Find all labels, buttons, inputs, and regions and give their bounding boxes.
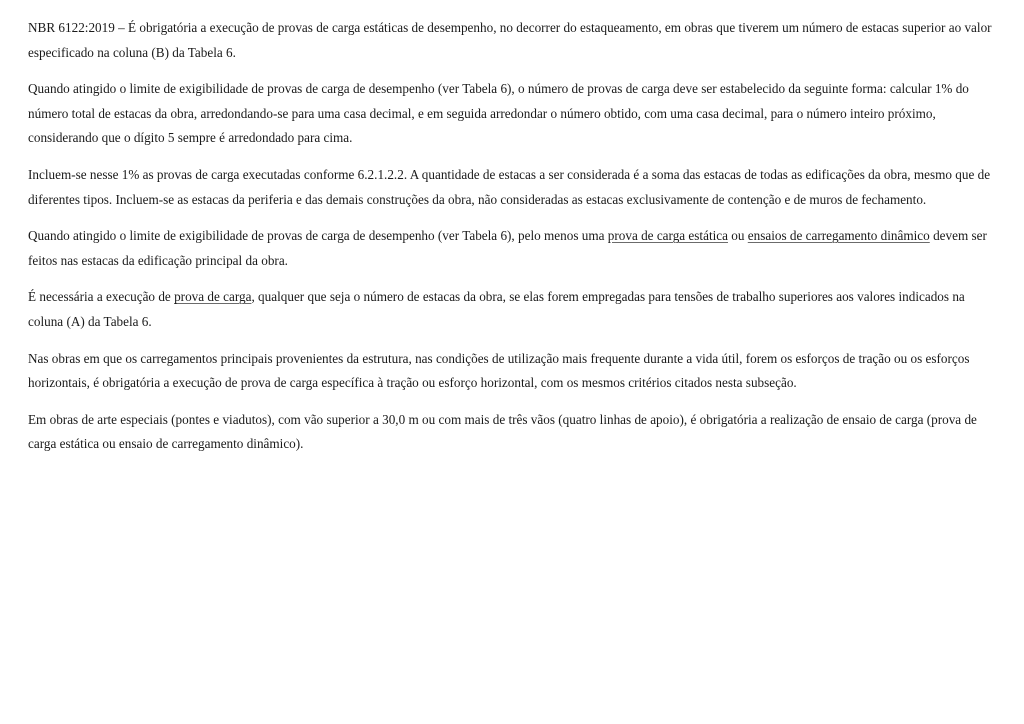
paragraph-text-segment: ou	[727, 228, 748, 244]
paragraph-text-segment: devem ser feitos nas estacas da edificação principal da obra.	[28, 228, 987, 268]
paragraph-calculation-rule: Quando atingido o limite de exigibilidade de provas de carga de desempenho (ver Tabela 6), o número de provas de carga deve ser estabelecido da seguinte forma: calcular 1% do número total de estacas da obra, arredondando-se para uma casa decimal, e em seguida arredondar o número obtido, com uma casa decimal, para o número inteiro próximo, considerando que o dígito 5 sempre é arredondado para cima.	[28, 81, 969, 146]
paragraph-required-load-test	[28, 285, 996, 334]
paragraph-text-segment: Quando atingido o limite de exigibilidade de provas de carga de desempenho (ver Tabela 6), pelo menos uma	[28, 228, 608, 244]
paragraph-text-segment: É necessária a execução de	[28, 289, 175, 305]
paragraph-main-building-tests	[28, 224, 996, 273]
link-static-load-test[interactable]: prova de carga estática	[607, 228, 728, 244]
paragraph-text-segment: , qualquer que seja o número de estacas da obra, se elas forem empregadas para tensões de trabalho superiores aos valores indicados na coluna (A) da Tabela 6.	[28, 289, 965, 329]
link-load-test[interactable]: prova de carga	[174, 289, 252, 305]
link-dynamic-load-tests[interactable]: ensaios de carregamento dinâmico	[747, 228, 930, 244]
paragraph-inclusions: Incluem-se nesse 1% as provas de carga executadas conforme 6.2.1.2.2. A quantidade de estacas a ser considerada é a soma das estacas de todas as edificações da obra, mesmo que de diferentes tipos. Incluem-se as estacas da periferia e das demais construções da obra, não consideradas as estacas exclusivamente de contenção e de muros de fechamento.	[28, 166, 991, 207]
paragraph-nbr-requirement: NBR 6122:2019 – É obrigatória a execução de provas de carga estáticas de desempenho, no decorrer do estaqueamento, em obras que tiverem um número de estacas superior ao valor especificado na coluna (B) da Tabela 6.	[28, 20, 992, 60]
paragraph-special-structures: Em obras de arte especiais (pontes e viadutos), com vão superior a 30,0 m ou com mais de três vãos (quatro linhas de apoio), é obrigatória a realização de ensaio de carga (prova de carga estática ou ensaio de carregamento dinâmico).	[28, 411, 977, 452]
paragraph-tension-horizontal-loads: Nas obras em que os carregamentos principais provenientes da estrutura, nas condições de utilização mais frequente durante a vida útil, forem os esforços de tração ou os esforços horizontais, é obrigatória a execução de prova de carga específica à tração ou esforço horizontal, com os mesmos critérios citados nesta subseção.	[28, 350, 970, 391]
